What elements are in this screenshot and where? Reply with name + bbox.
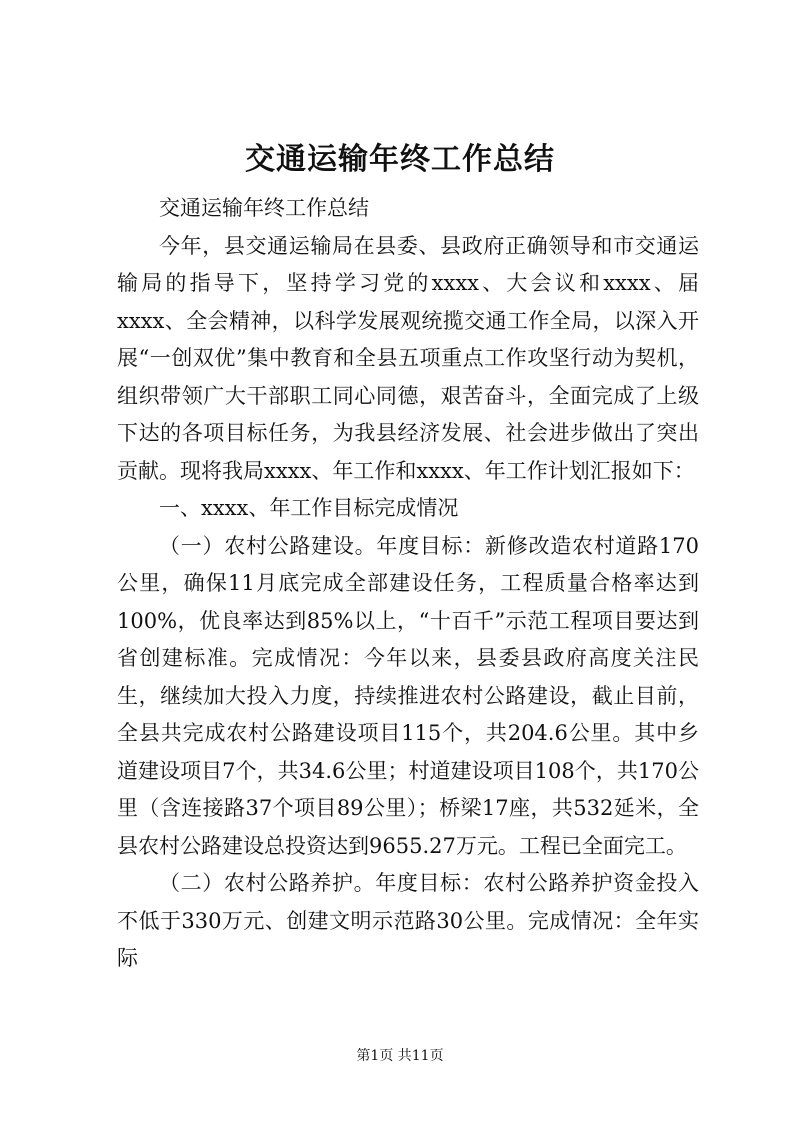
section-heading: 一、xxxx、年工作目标完成情况 xyxy=(159,496,459,520)
document-title: 交通运输年终工作总结 xyxy=(245,142,555,177)
subtitle-paragraph: 交通运输年终工作总结 xyxy=(159,196,369,220)
rural-road-construction-paragraph: （一）农村公路建设。年度目标：新修改造农村道路170公里，确保11月底完成全部建设任务，工程质量合格率达到100%，优良率达到85%以上，“十百千”示范工程项目要达到省创建标准。完成情况：今年以来，县委县政府高度关注民生，继续加大投入力度，持续推进农村公路建设，截止目前，全县共完成农村公路建设项目115个，共204.6公里。其中乡道建设项目7个，共34.6公里；村道建设项目108个，共170公里（含连接路37个项目89公里）；桥梁17座，共532延米，全县农村公路建设总投资达到9655.27万元。工程已全面完工。 xyxy=(117,533,699,858)
rural-road-maintenance-paragraph: （二）农村公路养护。年度目标：农村公路养护资金投入不低于330万元、创建文明示范路30公里。完成情况：全年实际 xyxy=(117,871,699,970)
page-footer: 第1页 共11页 xyxy=(356,1048,444,1064)
intro-paragraph: 今年，县交通运输局在县委、县政府正确领导和市交通运输局的指导下，坚持学习党的xxxx、大会议和xxxx、届xxxx、全会精神，以科学发展观统揽交通工作全局，以深入开展“一创双优”集中教育和全县五项重点工作攻坚行动为契机，组织带领广大干部职工同心同德，艰苦奋斗，全面完成了上级下达的各项目标任务，为我县经济发展、社会进步做出了突出贡献。现将我局xxxx、年工作和xxxx、年工作计划汇报如下： xyxy=(117,233,699,483)
document-body xyxy=(117,190,699,978)
